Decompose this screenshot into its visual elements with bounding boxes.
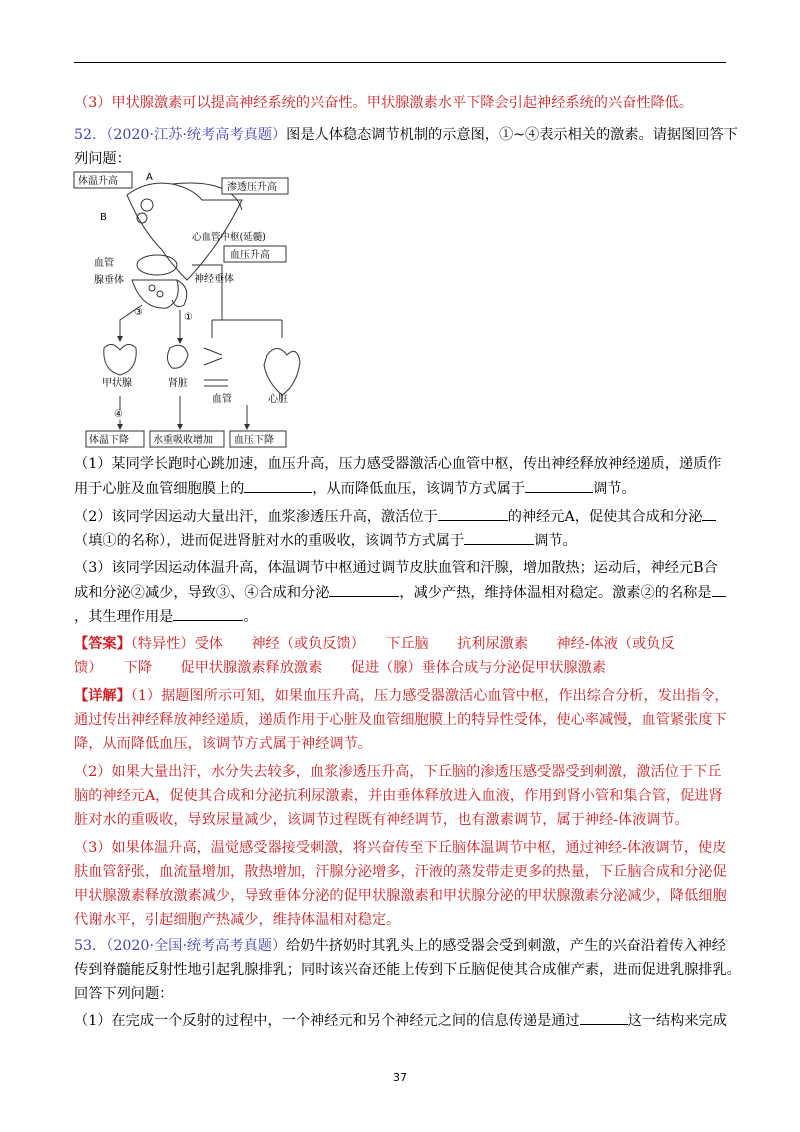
q52-sub3-text-1: 成和分泌②减少，导致③、④合成和分泌 (74, 585, 330, 601)
adenohypophysis-shape (132, 280, 178, 308)
label-kidney: 肾脏 (168, 378, 188, 389)
label-bp-up: 血压升高 (230, 250, 270, 261)
label-body-temp: 体温升高 (78, 176, 118, 187)
label-osmotic: 渗透压升高 (227, 182, 277, 193)
label-temp-down: 体温下降 (89, 435, 129, 446)
arrowhead-4 (117, 424, 123, 430)
q53-source: （2020·全国·统考高考真题） (106, 938, 287, 954)
label-1: ① (184, 312, 193, 323)
q52-sub3-text-3: ，其生理作用是 (74, 609, 174, 625)
label-b: B (100, 212, 107, 223)
q52-sub3-line-2 (74, 582, 734, 603)
label-4: ④ (114, 409, 123, 420)
homeostasis-diagram (72, 170, 312, 448)
q52-sub2-text-2: 的神经元A，促使其合成和分泌 (507, 509, 703, 525)
answer-blank[interactable] (712, 582, 726, 597)
arrowhead-kidney (177, 424, 183, 430)
answer-blank[interactable] (244, 478, 312, 493)
q52-sub2-text-1: （2）该同学因运动大量出汗，血浆渗透压升高，激活位于 (74, 509, 438, 525)
label-blood-vessel: 血管 (212, 394, 232, 405)
label-thyroid: 甲状腺 (102, 378, 132, 389)
answer-blank[interactable] (173, 606, 243, 621)
lower-arrows (120, 396, 180, 428)
page-number: 37 (393, 1071, 407, 1084)
q52-sub1-text-1: 用于心脏及血管细胞膜上的 (74, 481, 245, 497)
arrowhead-bp (244, 424, 250, 430)
label-adenohypophysis: 腺垂体 (94, 275, 124, 286)
q52-sub1-text-3: 调节。 (593, 481, 636, 497)
arrowhead-3 (117, 336, 123, 342)
q52-detail-line-9: 甲状腺激素释放激素减少，导致垂体分泌的促甲状腺激素和甲状腺分泌的甲状腺激素分泌减少，降低细胞 (74, 888, 727, 904)
q52-sub1-text-2: ，从而降低血压，该调节方式属于 (312, 481, 526, 497)
q52-detail-line-6: 脏对水的重吸收，导致尿量减少，该调节过程既有神经调节，也有激素调节，属于神经-体液调节。 (74, 812, 689, 828)
q52-stem-line-2: 列问题： (74, 151, 131, 167)
answer-blank[interactable] (438, 506, 508, 521)
heart-icon (264, 349, 300, 396)
q52-answer-line-1 (74, 634, 734, 654)
q52-sub3-text-4: 。 (243, 609, 258, 625)
neuron-a (141, 199, 153, 211)
answer-blank[interactable] (702, 506, 716, 521)
gland-cell-2 (157, 291, 163, 297)
q52-sub2-line-2 (74, 530, 734, 551)
q52-detail-line-8: 肤血管舒张，血流量增加，散热增加，汗腺分泌增多，汗液的蒸发带走更多的热量，下丘脑合成和分泌促 (74, 864, 727, 880)
blood-vessel-icon (204, 348, 228, 386)
arrowhead-1 (177, 338, 183, 344)
thyroid-icon (104, 344, 136, 375)
q52-detail-line-2: 通过传出神经释放神经递质，递质作用于心脏及血管细胞膜上的特异性受体，使心率减慢，血管紧张度下 (74, 712, 727, 728)
answer-blank[interactable] (525, 478, 593, 493)
label-heart: 心脏 (268, 394, 288, 405)
q53-stem-line-2: 传到脊髓能反射性地引起乳腺排乳；同时该兴奋还能上传到下丘脑促使其合成催产素，进而促进乳腺排乳。 (74, 962, 741, 978)
q52-detail-line-4: （2）如果大量出汗，水分失去较多，血浆渗透压升高，下丘脑的渗透压感受器受到刺激，激活位于下丘 (74, 764, 722, 780)
previous-answer-line: （3）甲状腺激素可以提高神经系统的兴奋性。甲状腺激素水平下降会引起神经系统的兴奋性降低。 (74, 95, 694, 111)
q52-sub1-line-1: （1）某同学长跑时心跳加速，血压升高，压力感受器激活心血管中枢，传出神经释放神经递质，递质作 (74, 456, 722, 472)
q53-sub1-line (74, 1010, 734, 1031)
q52-sub2-text-3: （填①的名称），进而促进肾脏对水的重吸收，该调节方式属于 (74, 533, 465, 549)
q52-sub1-line-2 (74, 478, 734, 499)
q52-source: （2020·江苏·统考高考真题） (106, 127, 287, 143)
q52-detail-line-3: 降，从而降低血压，该调节方式属于神经调节。 (74, 736, 372, 752)
label-a: A (146, 172, 153, 183)
label-vessel: 血管 (94, 258, 114, 269)
detail-text-1: （1）据题图所示可知，如果血压升高，压力感受器激活心血管中枢，作出综合分析，发出指令， (130, 688, 729, 704)
label-water: 水重吸收增加 (153, 435, 213, 446)
blood-vessel-shape (137, 255, 177, 275)
q52-detail-line-5: 脑的神经元A，促使其合成和分泌抗利尿激素，并由垂体释放进入血液，作用到肾小管和集合管，促进肾 (74, 788, 723, 804)
q52-detail-line-10: 代谢水平，引起细胞产热减少，维持体温相对稳定。 (74, 912, 401, 928)
answer-blank[interactable] (580, 1010, 628, 1025)
label-neurohypophysis: 神经垂体 (194, 274, 234, 285)
q52-stem-1: 图是人体稳态调节机制的示意图，①~④表示相关的激素。请据图回答下 (286, 127, 738, 143)
q53-stem-line-1 (74, 936, 734, 956)
q52-answer-line-2: 馈） 下降 促甲状腺激素释放激素 促进（腺）垂体合成与分泌促甲状腺激素 (74, 660, 607, 676)
answer-text-1: （特异性）受体 神经（或负反馈） 下丘脑 抗利尿激素 神经-体液（或负反 (130, 636, 675, 652)
answer-blank[interactable] (464, 530, 534, 545)
label-3: ③ (134, 307, 143, 318)
answer-tag: 【答案】 (74, 636, 131, 652)
q52-detail-line-1 (74, 686, 734, 706)
q52-sub3-line-3 (74, 606, 734, 627)
kidney-icon (167, 345, 188, 368)
label-cv-center: 心血管中枢(延髓) (192, 232, 266, 243)
q52-stem-line-1 (74, 125, 738, 145)
gland-cell-1 (149, 285, 155, 291)
q53-sub1-text-2: 这一结构来完成 (627, 1013, 727, 1029)
q52-sub2-line-1 (74, 506, 734, 527)
q52-sub3-text-2: ，减少产热，维持体温相对稳定。激素②的名称是 (399, 585, 712, 601)
q52-detail-line-7: （3）如果体温升高，温觉感受器接受刺激，将兴奋传至下丘脑体温调节中枢，通过神经-体液调节，使皮 (74, 840, 727, 856)
q53-sub1-text-1: （1）在完成一个反射的过程中，一个神经元和另个神经元之间的信息传递是通过 (74, 1013, 580, 1029)
q53-stem-1: 给奶牛挤奶时其乳头上的感受器会受到刺激，产生的兴奋沿着传入神经 (286, 938, 726, 954)
label-bp-down: 血压下降 (234, 435, 274, 446)
q53-number: 53． (74, 938, 107, 954)
q52-sub3-line-1: （3）该同学因运动体温升高，体温调节中枢通过调节皮肤血管和汗腺，增加散热；运动后，神经元B合 (74, 560, 718, 576)
detail-tag: 【详解】 (74, 688, 131, 704)
q53-stem-line-3: 回答下列问题： (74, 986, 174, 1002)
header-rule (74, 62, 726, 63)
q52-sub2-text-4: 调节。 (534, 533, 577, 549)
q52-number: 52． (74, 127, 107, 143)
answer-blank[interactable] (329, 582, 399, 597)
